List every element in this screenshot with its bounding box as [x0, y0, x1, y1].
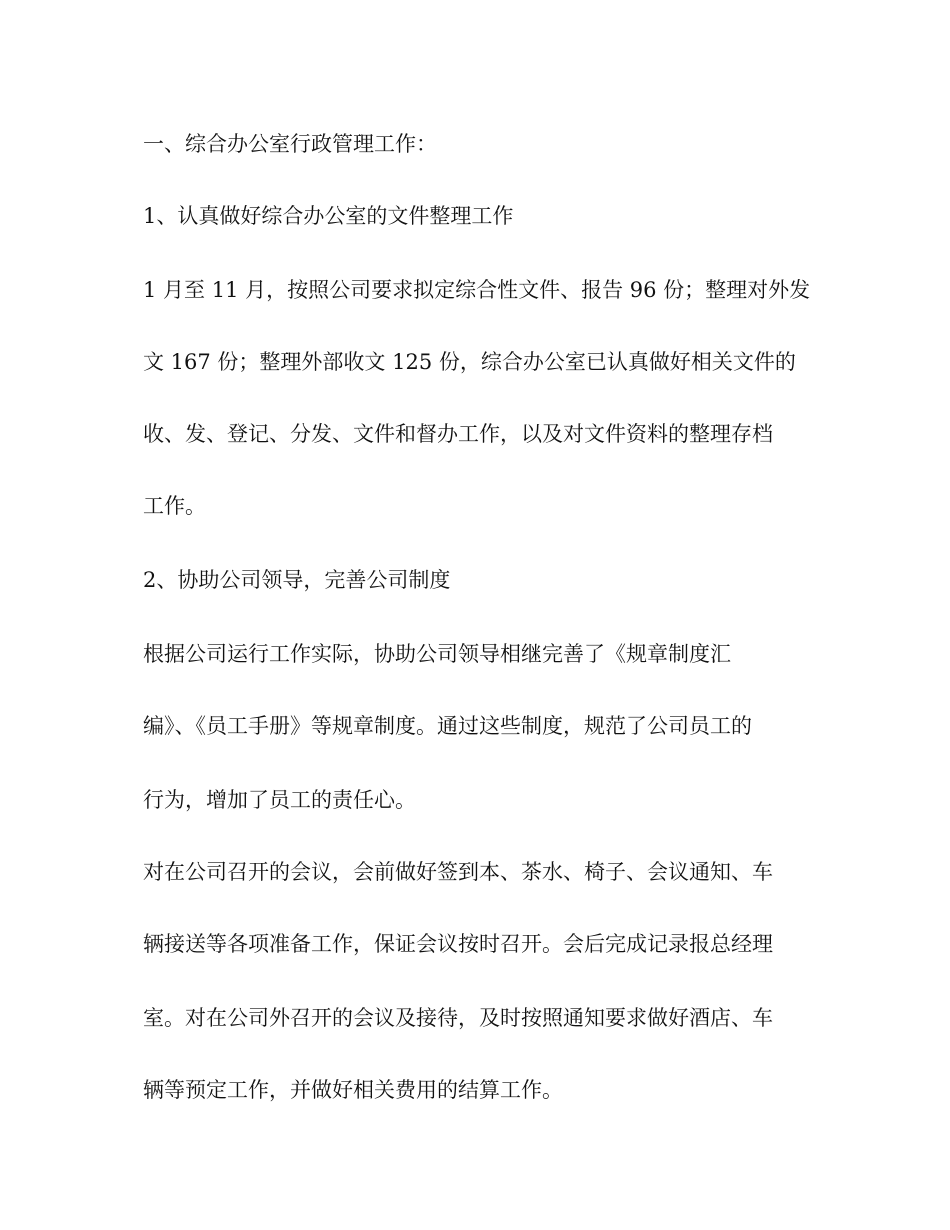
paragraph-line: 编》、《员工手册》等规章制度。通过这些制度，规范了公司员工的: [143, 714, 752, 738]
subsection-heading: 2、协助公司领导，完善公司制度: [143, 568, 451, 592]
paragraph-line: 辆等预定工作，并做好相关费用的结算工作。: [143, 1078, 563, 1102]
paragraph-line: 对在公司召开的会议，会前做好签到本、茶水、椅子、会议通知、车: [143, 860, 773, 884]
paragraph-line: 收、发、登记、分发、文件和督办工作，以及对文件资料的整理存档: [143, 422, 773, 446]
paragraph-line: 1 月至 11 月，按照公司要求拟定综合性文件、报告 96 份；整理对外发: [143, 278, 811, 302]
subsection-heading: 1、认真做好综合办公室的文件整理工作: [143, 204, 514, 228]
paragraph-line: 辆接送等各项准备工作，保证会议按时召开。会后完成记录报总经理: [143, 932, 773, 956]
section-heading: 一、综合办公室行政管理工作：: [143, 132, 437, 156]
paragraph-line: 文 167 份；整理外部收文 125 份，综合办公室已认真做好相关文件的: [143, 350, 796, 374]
paragraph-line: 行为，增加了员工的责任心。: [143, 788, 416, 812]
paragraph-line: 根据公司运行工作实际，协助公司领导相继完善了《规章制度汇: [143, 642, 731, 666]
paragraph-line: 室。对在公司外召开的会议及接待，及时按照通知要求做好酒店、车: [143, 1006, 773, 1030]
paragraph-line: 工作。: [143, 494, 206, 518]
